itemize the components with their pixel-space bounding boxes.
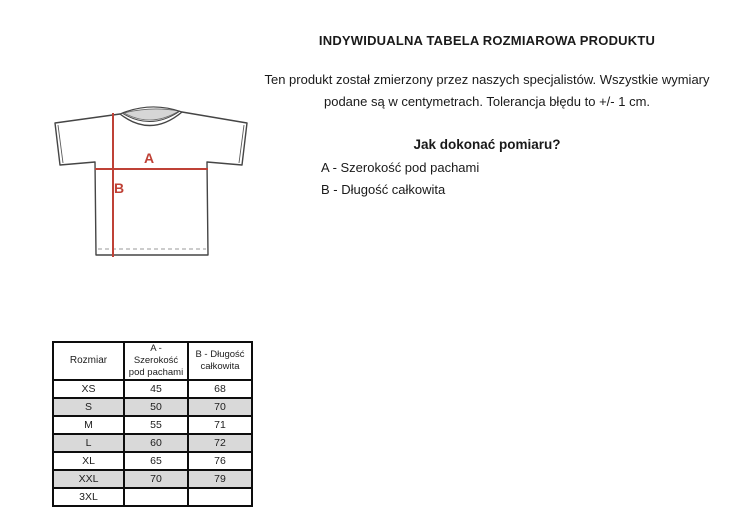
cell-length	[188, 488, 252, 506]
cell-size: L	[53, 434, 124, 452]
table-header-row	[53, 342, 252, 380]
tshirt-diagram	[50, 98, 250, 263]
cell-width: 65	[124, 452, 188, 470]
table-row	[53, 398, 252, 416]
cell-length: 79	[188, 470, 252, 488]
measure-guide-list	[321, 157, 701, 201]
cell-length: 76	[188, 452, 252, 470]
table-row	[53, 470, 252, 488]
measure-guide-heading: Jak dokonać pomiaru?	[413, 137, 561, 152]
cell-width: 55	[124, 416, 188, 434]
column-header-width: A - Szerokość pod pachami	[124, 342, 188, 380]
cell-width: 60	[124, 434, 188, 452]
cell-width: 50	[124, 398, 188, 416]
cell-width: 45	[124, 380, 188, 398]
table-row	[53, 416, 252, 434]
table-row	[53, 488, 252, 506]
diagram-label-a: A	[144, 150, 155, 166]
page-title: INDYWIDUALNA TABELA ROZMIAROWA PRODUKTU	[318, 33, 656, 48]
table-row	[53, 380, 252, 398]
intro-text-line1: Ten produkt został zmierzony przez naszych specjalistów. Wszystkie wymiary	[264, 72, 710, 87]
table-row	[53, 452, 252, 470]
tshirt-outline	[55, 112, 247, 255]
cell-length: 72	[188, 434, 252, 452]
cell-size: M	[53, 416, 124, 434]
cell-length: 71	[188, 416, 252, 434]
cell-width	[124, 488, 188, 506]
table-row	[53, 434, 252, 452]
intro-text	[262, 69, 712, 113]
guide-item-a: A - Szerokość pod pachami	[321, 160, 480, 175]
size-table	[52, 341, 253, 507]
cell-size: XS	[53, 380, 124, 398]
cell-size: XL	[53, 452, 124, 470]
cell-size: 3XL	[53, 488, 124, 506]
cell-length: 70	[188, 398, 252, 416]
cell-size: S	[53, 398, 124, 416]
cell-width: 70	[124, 470, 188, 488]
column-header-length: B - Długość całkowita	[188, 342, 252, 380]
column-header-size: Rozmiar	[53, 342, 124, 380]
guide-item-b: B - Długość całkowita	[321, 182, 446, 197]
intro-text-line2: podane są w centymetrach. Tolerancja błędu to +/- 1 cm.	[323, 94, 651, 109]
diagram-label-b: B	[114, 180, 125, 196]
cell-length: 68	[188, 380, 252, 398]
size-table-container	[52, 341, 253, 507]
tshirt-illustration	[50, 98, 250, 263]
cell-size: XXL	[53, 470, 124, 488]
